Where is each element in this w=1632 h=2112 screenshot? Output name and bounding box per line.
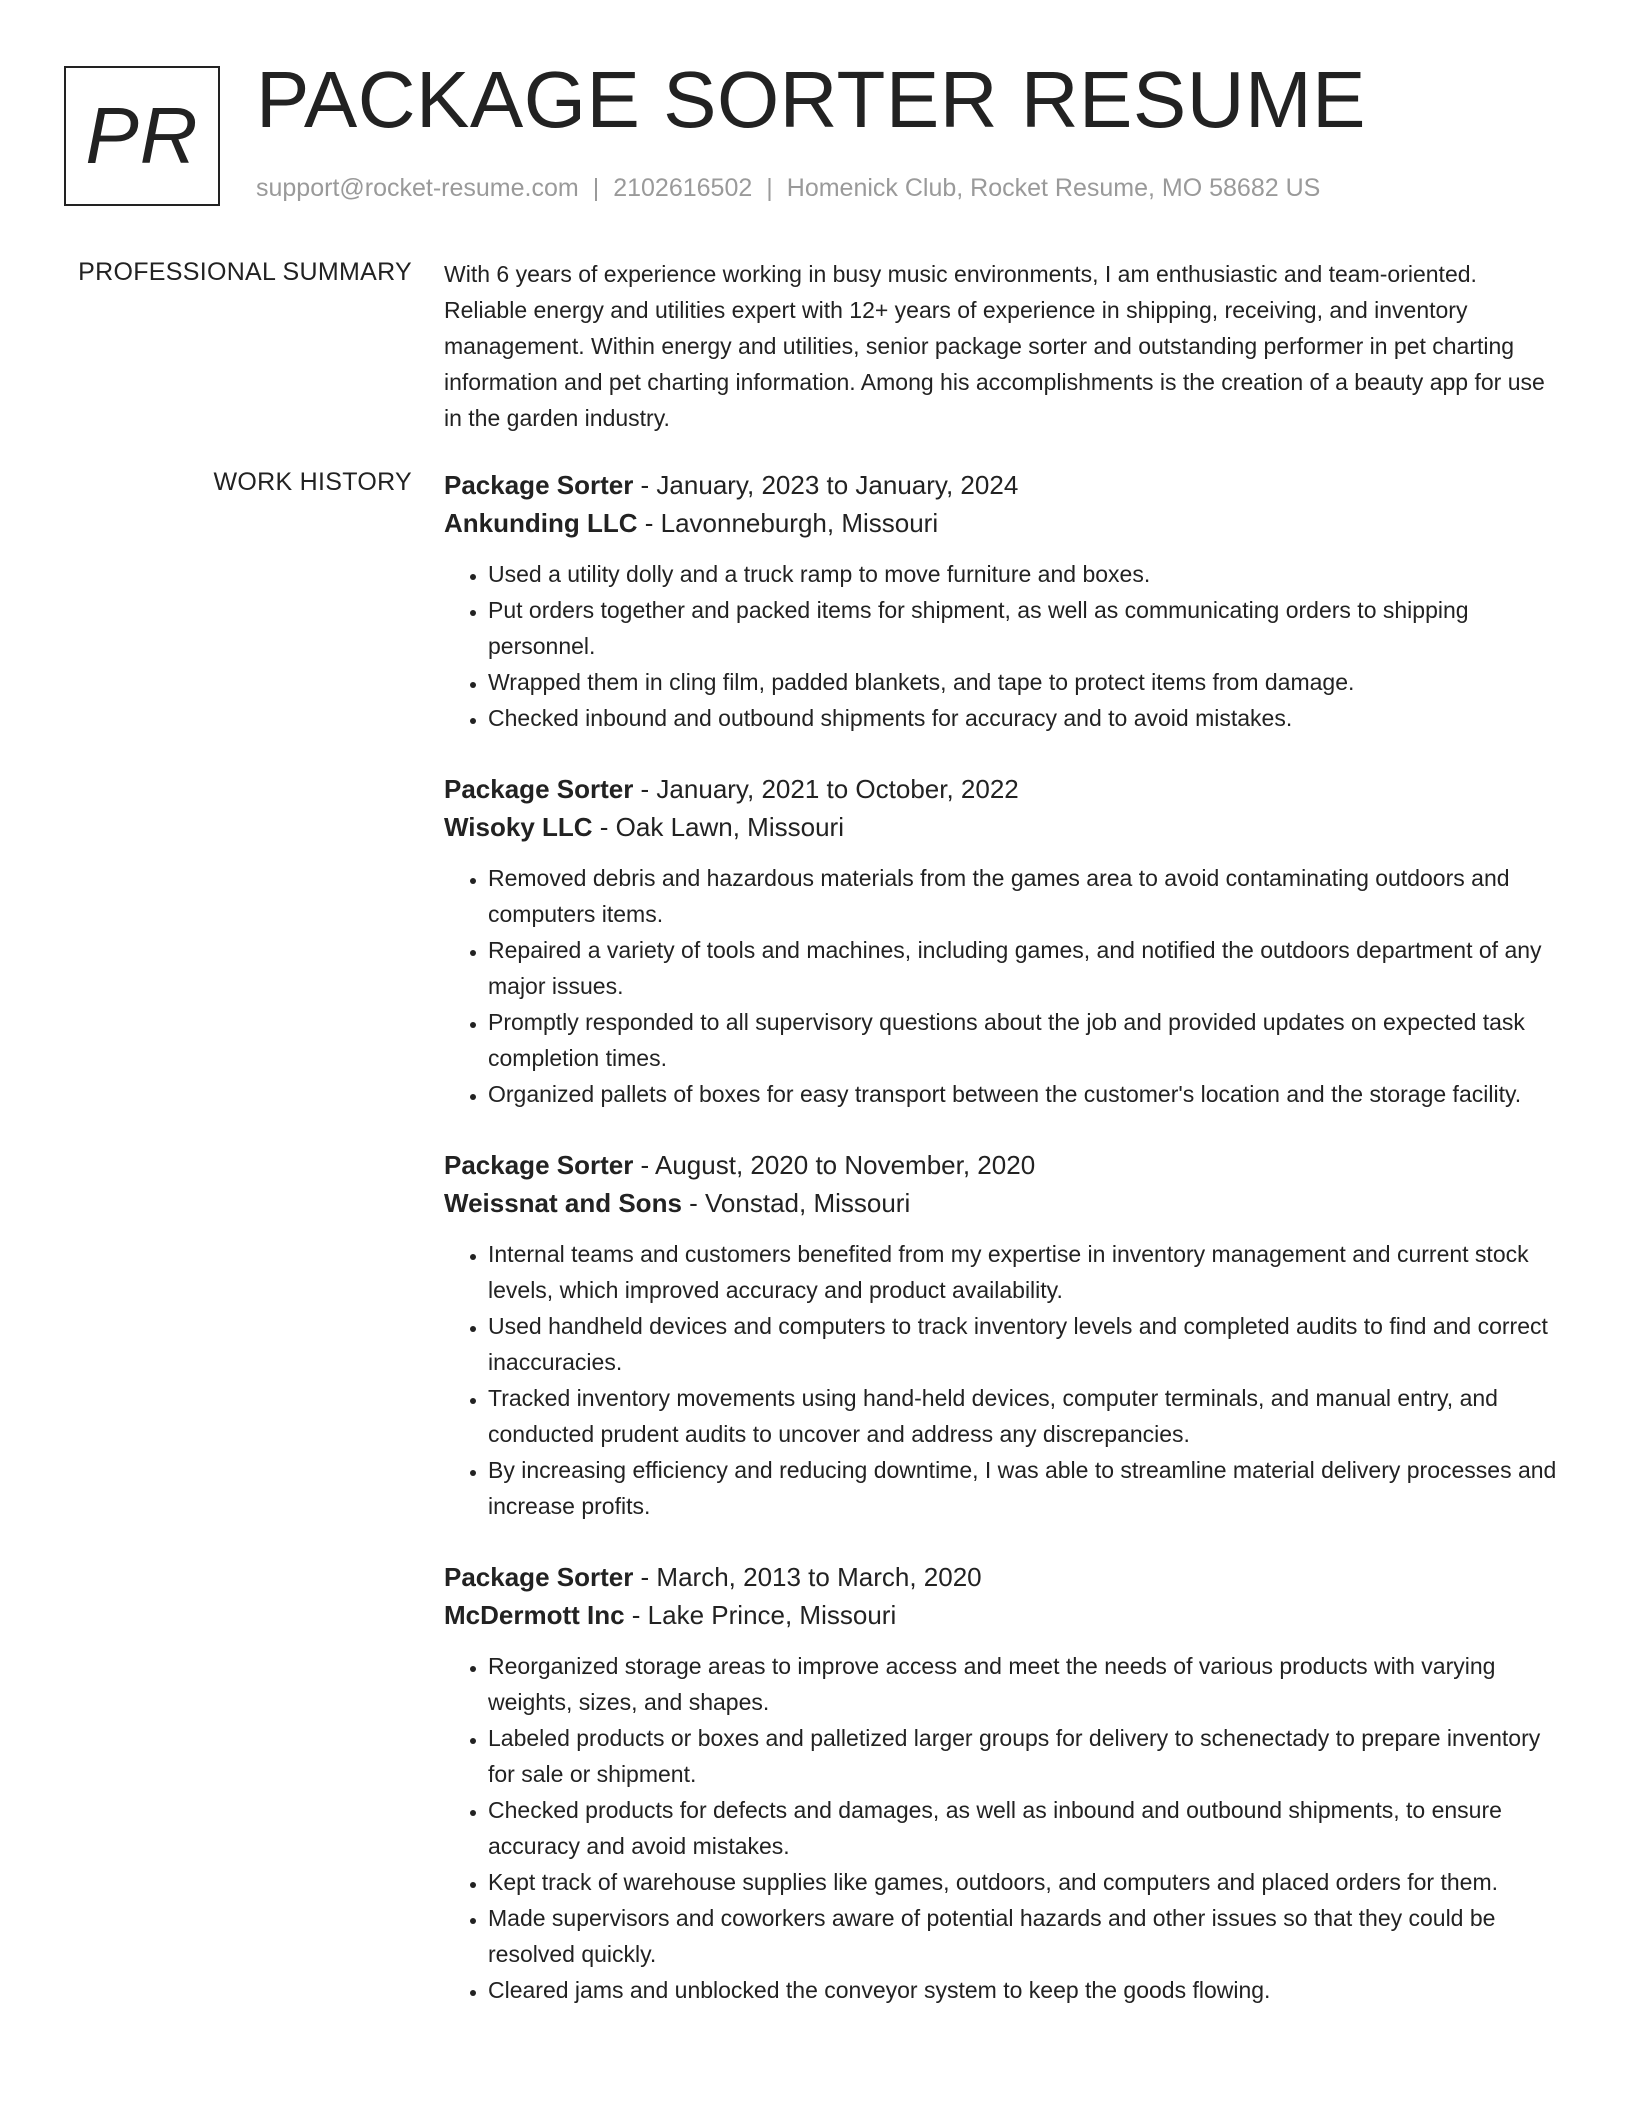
job-location: - Lavonneburgh, Missouri: [637, 508, 939, 538]
job-bullets: [444, 1236, 1560, 1524]
job-location: - Lake Prince, Missouri: [624, 1600, 897, 1630]
job-bullet: • Wrapped them in cling film, padded blankets, and tape to protect items from damage.: [488, 664, 1560, 700]
job-company-line: [444, 1184, 1560, 1222]
job-bullet: • Kept track of warehouse supplies like games, outdoors, and computers and placed orders for them.: [488, 1864, 1560, 1900]
job-bullet: • Internal teams and customers benefited from my expertise in inventory management and current stock levels, which improved accuracy and product availability.: [488, 1236, 1560, 1308]
job-dates: - August, 2020 to November, 2020: [633, 1150, 1036, 1180]
work-history-list: [444, 466, 1560, 2042]
monogram-initials: PR: [85, 91, 199, 180]
contact-email: support@rocket-resume.com: [256, 174, 579, 202]
job-entry: [444, 1146, 1560, 1524]
job-bullet: • Promptly responded to all supervisory questions about the job and provided updates on expected task completion times.: [488, 1004, 1560, 1076]
job-company: Weissnat and Sons: [444, 1188, 682, 1218]
contact-separator: |: [766, 174, 773, 202]
job-title-line: [444, 466, 1560, 504]
job-bullet: • Tracked inventory movements using hand-held devices, computer terminals, and manual entry, and conducted prudent audits to uncover and address any discrepancies.: [488, 1380, 1560, 1452]
job-company: Ankunding LLC: [444, 508, 638, 538]
job-entry: [444, 1558, 1560, 2008]
job-location: - Oak Lawn, Missouri: [592, 812, 844, 842]
job-bullet: • Reorganized storage areas to improve access and meet the needs of various products with varying weights, sizes, and shapes.: [488, 1648, 1560, 1720]
job-bullet: • Checked inbound and outbound shipments for accuracy and to avoid mistakes.: [488, 700, 1560, 736]
contact-separator: |: [592, 174, 600, 202]
summary-body: [444, 256, 1560, 436]
job-title: Package Sorter: [444, 470, 634, 500]
work-history-heading: WORK HISTORY: [213, 468, 412, 496]
job-company: McDermott Inc: [444, 1600, 625, 1630]
job-dates: - March, 2013 to March, 2020: [633, 1562, 982, 1592]
job-bullet: • Put orders together and packed items for shipment, as well as communicating orders to shipping personnel.: [488, 592, 1560, 664]
job-company: Wisoky LLC: [444, 812, 593, 842]
summary-heading: PROFESSIONAL SUMMARY: [78, 258, 412, 286]
job-bullet: • By increasing efficiency and reducing downtime, I was able to streamline material delivery processes and increase profits.: [488, 1452, 1560, 1524]
contact-address: Homenick Club, Rocket Resume, MO 58682 US: [786, 174, 1321, 202]
job-title-line: [444, 1558, 1560, 1596]
job-bullet: • Labeled products or boxes and palletized larger groups for delivery to schenectady to prepare inventory for sale or shipment.: [488, 1720, 1560, 1792]
job-title-line: [444, 1146, 1560, 1184]
job-bullets: [444, 1648, 1560, 2008]
job-bullets: [444, 860, 1560, 1112]
job-title: Package Sorter: [444, 774, 634, 804]
job-company-line: [444, 808, 1560, 846]
job-bullet: • Used handheld devices and computers to track inventory levels and completed audits to find and correct inaccuracies.: [488, 1308, 1560, 1380]
monogram-logo: [64, 66, 220, 206]
job-title: Package Sorter: [444, 1562, 634, 1592]
job-bullet: • Organized pallets of boxes for easy transport between the customer's location and the storage facility.: [488, 1076, 1560, 1112]
job-bullet: • Removed debris and hazardous materials from the games area to avoid contaminating outdoors and computers items.: [488, 860, 1560, 932]
resume-title: PACKAGE SORTER RESUME: [256, 55, 1366, 144]
job-bullet: • Made supervisors and coworkers aware of potential hazards and other issues so that they could be resolved quickly.: [488, 1900, 1560, 1972]
summary-text: With 6 years of experience working in busy music environments, I am enthusiastic and team-oriented. Reliable energy and utilities expert with 12+ years of experience in shipping, receiving, and inventory management. Within energy and utilities, senior package sorter and outstanding performer in pet charting information and pet charting information. Among his accomplishments is the creation of a beauty app for use in the garden industry.: [444, 261, 1545, 431]
job-company-line: [444, 1596, 1560, 1634]
job-entry: [444, 770, 1560, 1112]
job-location: - Vonstad, Missouri: [681, 1188, 911, 1218]
contact-phone: 2102616502: [613, 174, 753, 202]
job-entry: [444, 466, 1560, 736]
contact-line: [256, 174, 1320, 203]
job-company-line: [444, 504, 1560, 542]
job-title-line: [444, 770, 1560, 808]
job-bullet: • Repaired a variety of tools and machines, including games, and notified the outdoors department of any major issues.: [488, 932, 1560, 1004]
job-bullets: [444, 556, 1560, 736]
job-dates: - January, 2023 to January, 2024: [633, 470, 1019, 500]
job-bullet: • Cleared jams and unblocked the conveyor system to keep the goods flowing.: [488, 1972, 1560, 2008]
job-bullet: • Checked products for defects and damages, as well as inbound and outbound shipments, to ensure accuracy and avoid mistakes.: [488, 1792, 1560, 1864]
job-title: Package Sorter: [444, 1150, 634, 1180]
job-bullet: • Used a utility dolly and a truck ramp to move furniture and boxes.: [488, 556, 1560, 592]
job-dates: - January, 2021 to October, 2022: [633, 774, 1019, 804]
